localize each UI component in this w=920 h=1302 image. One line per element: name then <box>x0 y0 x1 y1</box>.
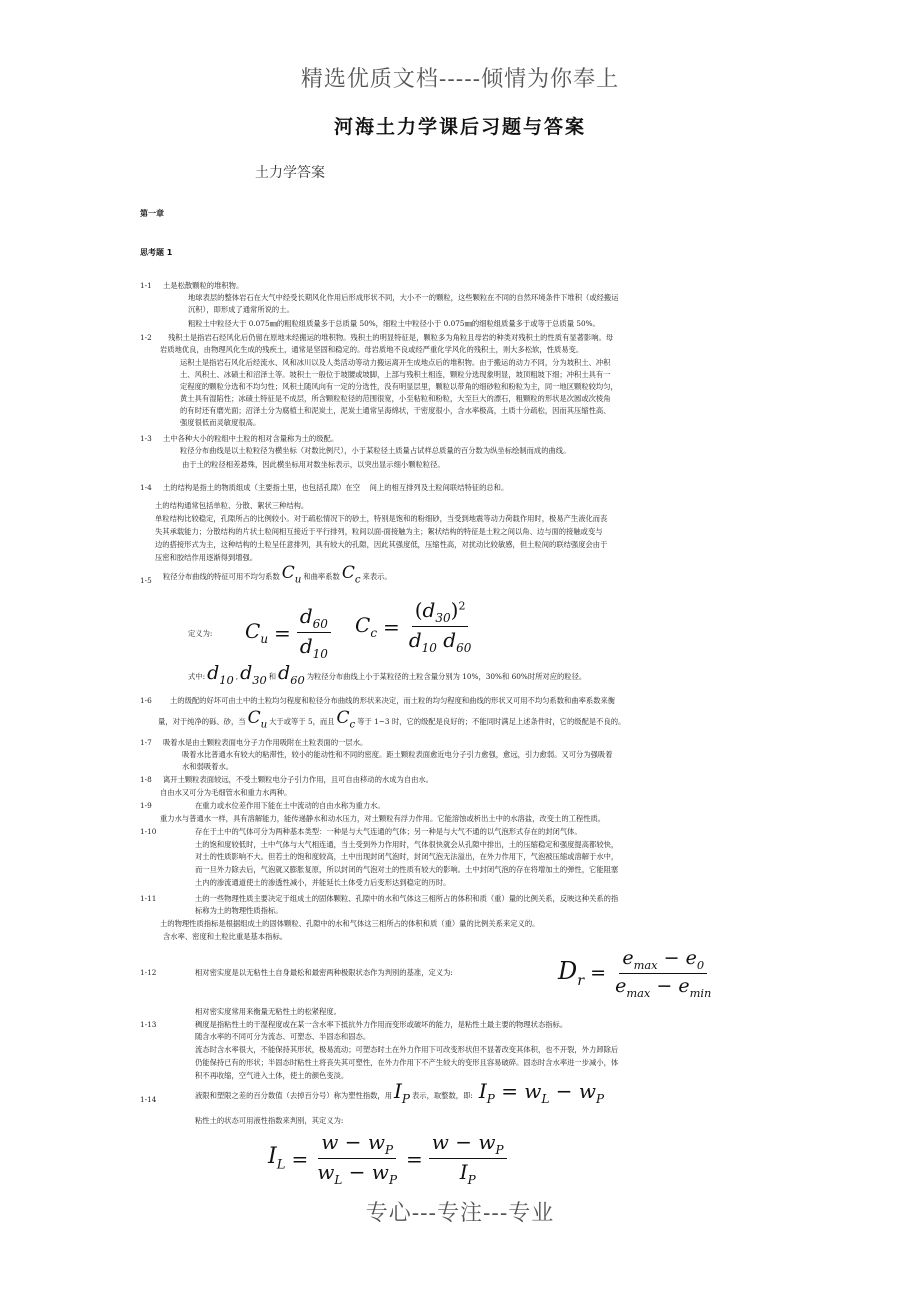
definition-label: 定义为: <box>188 629 213 638</box>
item-1-2-line: 的有时还有磨光面；沼泽土分为腐植土和泥炭土，泥炭土通常呈海绵状，干密度很小，含水率极高，土质十分疏松，因而其压缩性高、 <box>180 406 611 415</box>
item-1-10-line: 对土的性质影响不大。但若土的饱和度较高，土中出现封闭气泡时，封闭气泡无法溢出，在外力作用下，气泡被压缩或溶解于水中， <box>195 852 619 861</box>
item-1-5-text: 和曲率系数 <box>303 572 340 582</box>
item-number-1-9: 1-9 <box>140 801 152 810</box>
item-1-6-line: 土的级配的好坏可由土中的土粒均匀程度和粒径分布曲线的形状来决定，而土粒的均匀程度和曲线的形状又可用不均匀系数和曲率系数来衡 <box>170 696 616 705</box>
item-1-4-line: 土的结构通常包括单粒、分散、絮状三种结构。 <box>155 501 309 510</box>
cu-formula: $C_u$ = $\frac{d_{60}}{d_{10}}$ <box>245 604 331 661</box>
item-1-5-text: 为粒径分布曲线上小于某粒径的土粒含量分别为 10%，30%和 60%时所对应的粒径。 <box>306 672 587 682</box>
cu-symbol: $C_u$ <box>281 563 302 586</box>
item-1-2-line: 岩质地优良，由物理风化生成的残疾土，通常是坚固和稳定的。母岩质地不良或经严重化学风化的残积土，则大多松软，性质易变。 <box>160 345 584 354</box>
item-1-12-line: 相对密实度常用来衡量无粘性土的松紧程度。 <box>195 1007 341 1016</box>
item-1-13-line: 积不再收缩，空气进入土体，使土的颜色变淡。 <box>195 1071 349 1080</box>
item-1-3-line: 粒径分布曲线是以土粒粒径为横坐标（对数比例尺），小于某粒径土质量占试样总质量的百分数为纵坐标绘制而成的曲线。 <box>180 446 571 455</box>
ip-formula: $I_P = w_L - w_P$ <box>478 1079 605 1106</box>
item-1-10-line: 土内的渗流通道使土的渗透性减小，并能延长土体受力后变形达到稳定的历时。 <box>195 878 451 887</box>
item-1-4-line: 土的结构是指土的物质组成（主要指土里，也包括孔隙）在空 间上的相互排列及土粒间联结特征的总和。 <box>163 483 509 492</box>
item-1-8-line: 自由水又可分为毛细管水和重力水两种。 <box>160 788 292 797</box>
item-1-9-line: 在重力或水位差作用下能在土中流动的自由水称为重力水。 <box>195 801 385 810</box>
item-1-10-line: 而一旦外力除去后，气泡就又膨胀复原，所以封闭的气泡对土的性质有较大的影响。土中封闭气泡的存在将增加土的弹性，它能阻塞 <box>195 865 619 874</box>
item-1-10-line: 存在于土中的气体可分为两种基本类型：一种是与大气连通的气体；另一种是与大气不通的以气泡形式存在的封闭气体。 <box>195 827 582 836</box>
item-number-1-2: 1-2 <box>140 333 152 342</box>
item-1-11-line: 土的一些物理性质主要决定于组成土的固体颗粒、孔隙中的水和气体这三相所占的体积和质（重）量的比例关系，反映这种关系的指 <box>195 894 619 903</box>
chapter-heading: 第一章 <box>140 209 164 218</box>
item-number-1-12: 1-12 <box>140 968 157 977</box>
item-1-7-line: 水和弱吸着水。 <box>182 762 234 771</box>
item-1-4-line: 压密和胶结作用逐渐得到增强。 <box>155 553 258 562</box>
item-1-2-line: 黄土具有湿陷性；冰碛土特征是不成层，所含颗粒粒径的范围很宽，小至粘粒和粉粒，大至巨大的漂石，粗颗粒的形状是次圆或次棱角 <box>180 394 611 403</box>
d30-symbol: $d_{30}$ <box>240 662 267 687</box>
item-number-1-1: 1-1 <box>140 281 152 290</box>
cc-symbol: $C_c$ <box>336 708 356 731</box>
item-1-7-line: 吸着水是由土颗粒表面电分子力作用吸附在土粒表面的一层水。 <box>163 738 368 747</box>
item-1-4-line: 失其承载能力；分散结构的片状土粒间相互接近于平行排列，粒间以面-面接触为主；絮状结构的特征是土粒之间以角、边与面的接触或变与 <box>155 527 603 536</box>
item-1-2-line: 运积土是指岩石风化后经流水、风和冰川以及人类活动等动力搬运离开生成地点后的堆积物。由于搬运的动力不同，分为坡积土、冲积 <box>180 358 611 367</box>
d10-symbol: $d_{10}$ <box>207 662 234 687</box>
header-banner: 精选优质文档-----倾情为你奉上 <box>300 67 620 92</box>
item-1-14-text: 液限和塑限之差的百分数值（去掉百分号）称为塑性指数，用 <box>195 1091 393 1100</box>
document-title: 河海土力学课后习题与答案 <box>333 116 586 138</box>
item-1-8-line: 离开土颗粒表面较远，不受土颗粒电分子引力作用，且可自由移动的水成为自由水。 <box>163 775 433 784</box>
item-number-1-3: 1-3 <box>140 434 152 443</box>
item-1-6-line <box>158 708 626 731</box>
item-1-13-line: 流态时含水率很大，不能保持其形状，极易流动；可塑态时土在外力作用下可改变形状但不显著改变其体积，也不开裂，外力卸除后 <box>195 1045 619 1054</box>
cc-formula: $C_c$ = $\frac{(d_{30})^2}{d_{10} d_{60}}$ <box>355 598 472 655</box>
item-number-1-5: 1-5 <box>140 576 152 585</box>
item-1-2-line: 强度很低而灵敏度很高。 <box>180 418 261 427</box>
item-1-1-line: 沉积），即形成了通常所说的土。 <box>188 305 294 314</box>
item-1-14-line <box>195 1079 605 1106</box>
document-subtitle: 土力学答案 <box>255 165 325 181</box>
item-number-1-4: 1-4 <box>140 483 152 492</box>
item-1-5-intro <box>163 563 392 586</box>
ip-symbol: $I_P$ <box>394 1079 410 1106</box>
item-1-6-text: 量，对于纯净的砾、砂，当 <box>158 717 246 727</box>
item-1-6-text: 等于 1~3 时，它的级配是良好的；不能同时满足上述条件时，它的级配是不良的。 <box>357 717 626 727</box>
item-1-1-line: 地球表层的整体岩石在大气中经受长期风化作用后形成形状不同，大小不一的颗粒，这些颗粒在不同的自然环境条件下堆积（或经搬运 <box>188 293 619 302</box>
item-1-1-line: 土是松散颗粒的堆积物。 <box>163 281 244 290</box>
item-1-2-line: 残积土是指岩石经风化后仍留在原地未经搬运的堆积物。残积土的明显特征是，颗粒多为角粒且母岩的种类对残积土的性质有显著影响。母 <box>168 333 614 342</box>
item-1-13-line: 随含水率的不同可分为流态、可塑态、半固态和固态。 <box>195 1032 371 1041</box>
item-number-1-6: 1-6 <box>140 696 152 705</box>
item-1-11-line: 土的物理性质指标是根据组成土的固体颗粒、孔隙中的水和气体这三相所占的体积和质（重）量的比例关系来定义的。 <box>160 919 540 928</box>
item-1-4-line: 单粒结构比较稳定，孔隙所占的比例较小。对于疏松情况下的砂土，特别是饱和的粉细砂，当受到地震等动力荷载作用时，极易产生液化而丧 <box>155 514 608 523</box>
item-1-13-line: 稠度是指粘性土的干湿程度或在某一含水率下抵抗外力作用而变形或破坏的能力，是粘性土最主要的物理状态指标。 <box>195 1020 568 1029</box>
cc-symbol: $C_c$ <box>341 563 361 586</box>
item-1-11-line: 含水率、密度和土粒比重是基本指标。 <box>163 932 288 941</box>
item-1-4-line: 边的搭接形式为主，这种结构的土粒呈任意排列，具有较大的孔隙，因此其强度低，压缩性高，对扰动比较敏感，但土粒间的联结强度会由于 <box>155 540 608 549</box>
item-number-1-7: 1-7 <box>140 738 152 747</box>
item-1-13-line: 仍能保持已有的形状；半固态时粘性土将丧失其可塑性，在外力作用下不产生较大的变形且容易破碎。固态时含水率进一步减小，体 <box>195 1058 619 1067</box>
item-1-5-text: 式中: <box>188 672 206 682</box>
item-number-1-14: 1-14 <box>140 1095 157 1104</box>
item-1-5-text: 粒径分布曲线的特征可用不均匀系数 <box>163 572 280 582</box>
item-1-14-line: 粘性土的状态可用液性指数来判别，其定义为: <box>195 1116 344 1125</box>
item-number-1-13: 1-13 <box>140 1020 157 1029</box>
item-1-12-line: 相对密实度是以无粘性土自身最松和最密两种极限状态作为判别的基准，定义为: <box>195 968 453 977</box>
il-formula: $I_L$ = $\frac{w - w_P}{w_L - w_P}$ = $\frac{w - w_P}{I_P}$ <box>268 1130 507 1187</box>
item-1-9-line: 重力水与普通水一样，具有溶解能力，能传递静水和动水压力，对土颗粒有浮力作用。它能溶蚀或析出土中的水溶盐，改变土的工程性质。 <box>160 814 606 823</box>
item-1-3-line: 土中各种大小的粒组中土粒的相对含量称为土的级配。 <box>163 434 339 443</box>
item-number-1-11: 1-11 <box>140 894 157 903</box>
d60-symbol: $d_{60}$ <box>278 662 305 687</box>
cu-symbol: $C_u$ <box>247 708 268 731</box>
item-number-1-10: 1-10 <box>140 827 157 836</box>
item-1-1-line: 粗粒土中粒径大于 0.075㎜的粗粒组质量多于总质量 50%，细粒土中粒径小于 0.075㎜的细粒组质量多于或等于总质量 50%。 <box>188 319 600 328</box>
item-1-5-text: 来表示。 <box>362 572 392 582</box>
item-1-2-line: 定程度的颗粒分选和不均匀性；风积土随风向有一定的分选性，没有明显层里，颗粒以带角的细砂粒和粉粒为主，同一地区颗粒较均匀， <box>180 382 618 391</box>
item-1-5-explanation: 式中: $d_{10}$ , $d_{30}$ 和 $d_{60}$ 为粒径分布曲线上小于某粒径的土粒含量分别为 10%，30%和 60%时所对应的粒径。 <box>188 662 587 687</box>
item-1-11-line: 标称为土的物理性质指标。 <box>195 906 283 915</box>
item-1-6-text: 大于或等于 5，而且 <box>269 717 335 727</box>
item-1-2-line: 土、风积土、冰碛土和沼泽土等。坡积土一般位于坡腰或坡脚，上部与残积土相连，颗粒分选现象明显，坡顶粗坡下细；冲积土具有一 <box>180 370 611 379</box>
item-1-10-line: 土的饱和度较低时，土中气体与大气相连通，当土受到外力作用时，气体很快就会从孔隙中排出，土的压缩稳定和强度提高都较快， <box>195 840 619 849</box>
footer-banner: 专心---专注---专业 <box>365 1201 555 1226</box>
dr-formula: $D_r$ = $\frac{e_{max} - e_0}{e_{max} - e_{min}}$ <box>558 947 712 1000</box>
item-number-1-8: 1-8 <box>140 775 152 784</box>
item-1-3-line: 由于土的粒径相差悬殊，因此横坐标用对数坐标表示，以突出显示细小颗粒粒径。 <box>182 460 445 469</box>
section-heading: 思考题 1 <box>140 248 173 257</box>
item-1-7-line: 吸着水比普通水有较大的粘滞性，较小的能动性和不同的密度。距土颗粒表面愈近电分子引力愈强，愈远，引力愈弱。又可分为强吸着 <box>182 750 613 759</box>
item-1-14-text: 表示，取整数，即: <box>412 1091 473 1100</box>
